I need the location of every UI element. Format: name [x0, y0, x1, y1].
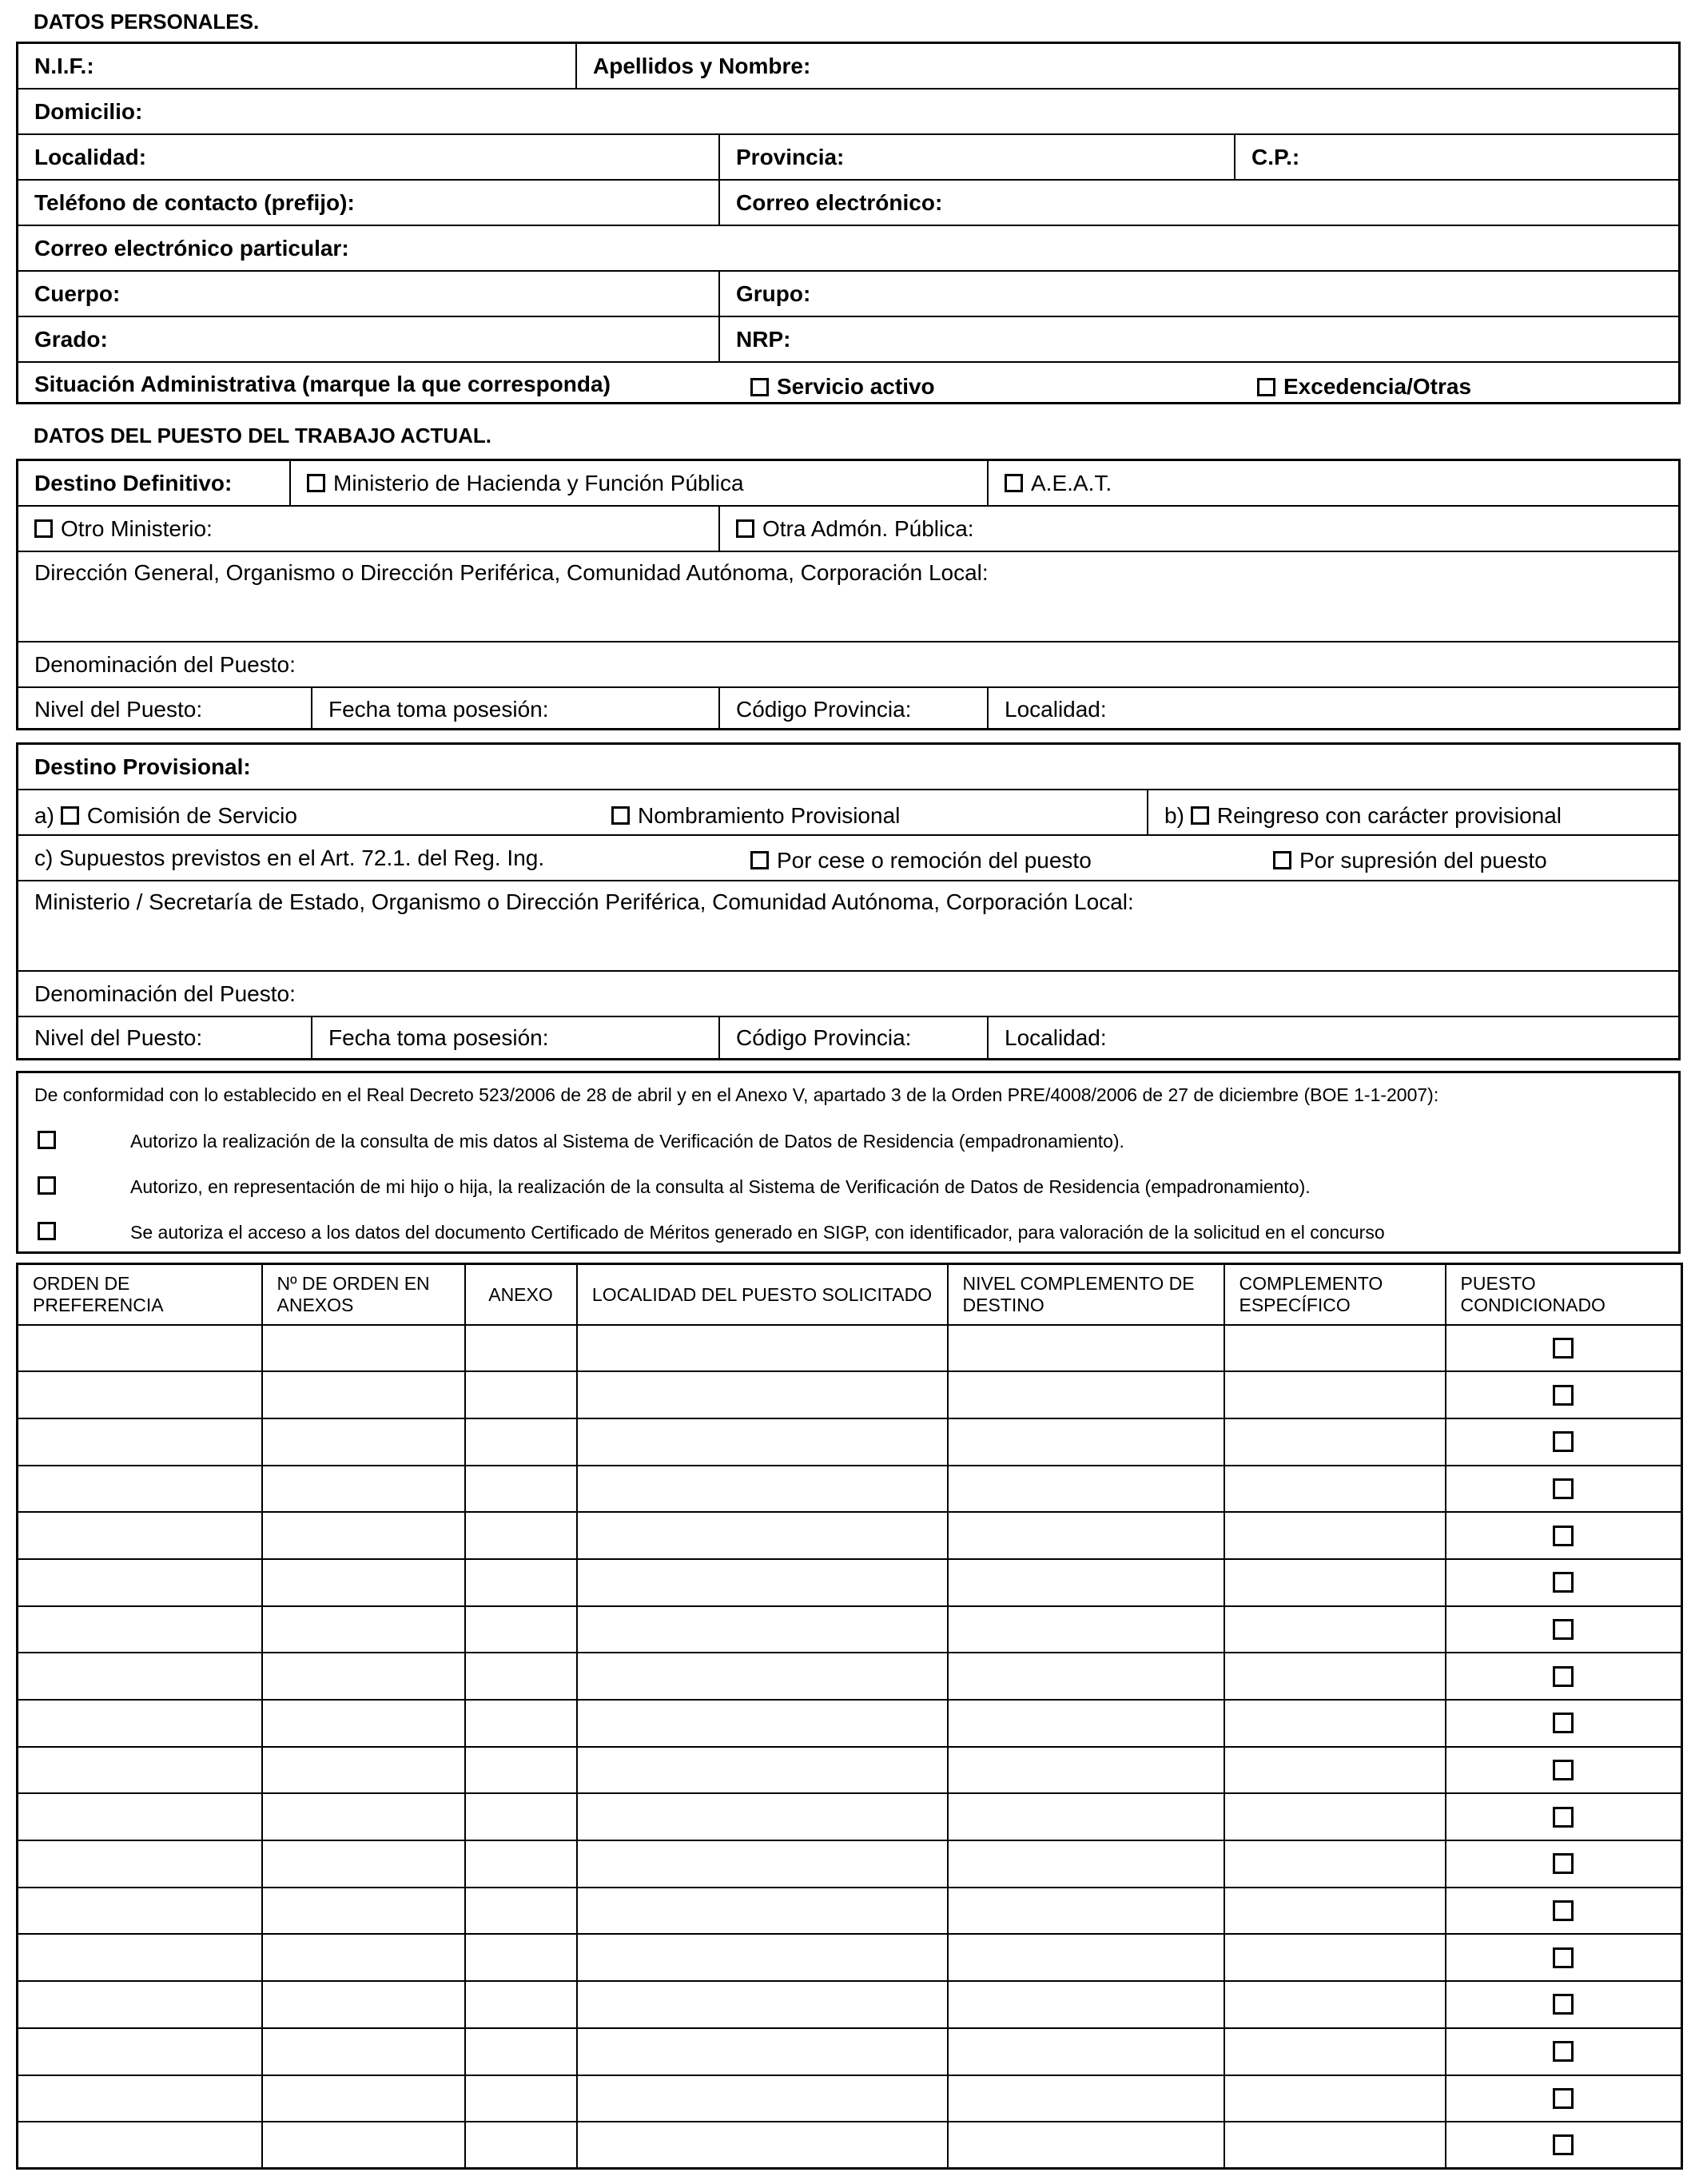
table-row	[18, 1606, 1682, 1653]
orden-preferencia-cell[interactable]	[18, 2122, 262, 2169]
row-ministerio-secretaria	[18, 881, 1678, 972]
nombramiento-label: Nombramiento Provisional	[638, 802, 901, 828]
por-cese-label: Por cese o remoción del puesto	[777, 847, 1092, 873]
puesto-condicionado-checkbox[interactable]	[1553, 1947, 1574, 1968]
nivel-complemento-cell[interactable]	[948, 2075, 1224, 2122]
cp-label: C.P.:	[1251, 144, 1300, 169]
prov-denominacion-field[interactable]	[18, 972, 1678, 1016]
orden-preferencia-cell[interactable]	[18, 1653, 262, 1700]
orden-anexos-cell[interactable]	[262, 1840, 465, 1888]
row-direccion-general	[18, 552, 1678, 642]
aeat-label: A.E.A.T.	[1031, 470, 1112, 495]
orden-preferencia-cell[interactable]	[18, 1606, 262, 1653]
row-prov-denominacion	[18, 972, 1678, 1017]
complemento-especifico-cell[interactable]	[1224, 1653, 1446, 1700]
localidad-puesto-cell[interactable]	[577, 1466, 948, 1513]
row-correo-particular	[18, 226, 1678, 272]
destino-provisional-box	[16, 742, 1681, 1060]
destino-definitivo-box	[16, 459, 1681, 730]
orden-anexos-cell[interactable]	[262, 1747, 465, 1794]
nivel-complemento-cell[interactable]	[948, 1747, 1224, 1794]
localidad-puesto-cell[interactable]	[577, 1700, 948, 1747]
complemento-especifico-cell[interactable]	[1224, 1559, 1446, 1606]
complemento-especifico-cell[interactable]	[1224, 1888, 1446, 1935]
prov-localidad-label: Localidad:	[1005, 1024, 1107, 1050]
anexo-cell[interactable]	[465, 1606, 577, 1653]
anexo-cell[interactable]	[465, 1747, 577, 1794]
header-localidad-puesto: LOCALIDAD DEL PUESTO SOLICITADO	[577, 1264, 948, 1325]
nivel-complemento-cell[interactable]	[948, 1981, 1224, 2028]
grupo-field[interactable]	[718, 272, 1678, 316]
localidad-puesto-cell[interactable]	[577, 1934, 948, 1981]
codigo-provincia-label: Código Provincia:	[736, 696, 912, 722]
por-supresion-label: Por supresión del puesto	[1299, 847, 1547, 873]
complemento-especifico-cell[interactable]	[1224, 1418, 1446, 1466]
destino-definitivo-label: Destino Definitivo:	[34, 470, 233, 495]
provincia-label: Provincia:	[736, 144, 845, 169]
complemento-especifico-cell[interactable]	[1224, 1793, 1446, 1840]
row-situacion	[18, 363, 1678, 406]
header-anexo: ANEXO	[465, 1264, 577, 1325]
nombre-label: Apellidos y Nombre:	[593, 53, 811, 78]
table-row	[18, 2122, 1682, 2169]
nrp-label: NRP:	[736, 326, 791, 352]
puesto-condicionado-cell	[1446, 1512, 1682, 1559]
puesto-condicionado-cell	[1446, 1559, 1682, 1606]
correo-particular-label: Correo electrónico particular:	[34, 235, 349, 261]
row-nif	[18, 44, 1678, 90]
localidad-puesto-cell[interactable]	[577, 1325, 948, 1372]
orden-anexos-cell[interactable]	[262, 1981, 465, 2028]
preference-table-header	[18, 1264, 1682, 1325]
orden-preferencia-cell[interactable]	[18, 1981, 262, 2028]
personal-section-title: DATOS PERSONALES.	[34, 10, 260, 34]
puesto-condicionado-checkbox[interactable]	[1553, 1760, 1574, 1780]
orden-anexos-cell[interactable]	[262, 1700, 465, 1747]
consent-item-residencia[interactable]	[18, 1124, 1678, 1156]
anexo-cell[interactable]	[465, 1559, 577, 1606]
header-complemento-especifico: COMPLEMENTO ESPECÍFICO	[1224, 1264, 1446, 1325]
domicilio-label: Domicilio:	[34, 98, 143, 124]
consent-item-meritos[interactable]	[18, 1215, 1678, 1247]
localidad-puesto-cell[interactable]	[577, 1981, 948, 2028]
puesto-section-title: DATOS DEL PUESTO DEL TRABAJO ACTUAL.	[34, 424, 492, 448]
puesto-condicionado-cell	[1446, 1700, 1682, 1747]
table-row	[18, 1559, 1682, 1606]
comision-checkbox[interactable]	[61, 806, 79, 825]
ministerio-hacienda-option[interactable]	[289, 461, 987, 505]
localidad-puesto-cell[interactable]	[577, 2028, 948, 2075]
consent-box	[16, 1071, 1681, 1254]
orden-anexos-cell[interactable]	[262, 1606, 465, 1653]
orden-anexos-cell[interactable]	[262, 1559, 465, 1606]
puesto-condicionado-checkbox[interactable]	[1553, 1572, 1574, 1593]
fecha-posesion-field[interactable]	[311, 688, 718, 730]
consent-meritos-checkbox[interactable]	[38, 1222, 56, 1240]
situacion-label: Situación Administrativa (marque la que corresponda)	[34, 372, 611, 396]
orden-anexos-cell[interactable]	[262, 1793, 465, 1840]
complemento-especifico-cell[interactable]	[1224, 1840, 1446, 1888]
b-prefix: b)	[1164, 802, 1184, 828]
anexo-cell[interactable]	[465, 1888, 577, 1935]
nivel-complemento-cell[interactable]	[948, 1888, 1224, 1935]
table-row	[18, 1888, 1682, 1935]
orden-anexos-cell[interactable]	[262, 2028, 465, 2075]
servicio-activo-option[interactable]	[734, 363, 1230, 406]
puesto-condicionado-checkbox[interactable]	[1553, 2088, 1574, 2109]
puesto-condicionado-checkbox[interactable]	[1553, 1807, 1574, 1828]
nivel-complemento-cell[interactable]	[948, 2122, 1224, 2169]
orden-anexos-cell[interactable]	[262, 1512, 465, 1559]
localidad-puesto-cell[interactable]	[577, 1653, 948, 1700]
nif-label: N.I.F.:	[34, 53, 94, 78]
reingreso-checkbox[interactable]	[1191, 806, 1209, 825]
table-row	[18, 2028, 1682, 2075]
complemento-especifico-cell[interactable]	[1224, 1466, 1446, 1513]
row-provisional-options	[18, 790, 1678, 836]
nivel-complemento-cell[interactable]	[948, 1793, 1224, 1840]
orden-preferencia-cell[interactable]	[18, 1747, 262, 1794]
header-puesto-condicionado: PUESTO CONDICIONADO	[1446, 1264, 1682, 1325]
localidad-puesto-cell[interactable]	[577, 1418, 948, 1466]
correo-field[interactable]	[718, 181, 1678, 225]
consent-meritos-text: Se autoriza el acceso a los datos del documento Certificado de Méritos generado en SIGP, con identificador, para valoración de la solicitud en el concurso	[130, 1222, 1385, 1243]
puesto-condicionado-cell	[1446, 1325, 1682, 1372]
anexo-cell[interactable]	[465, 1981, 577, 2028]
row-cuerpo	[18, 272, 1678, 317]
localidad-field[interactable]	[18, 135, 718, 179]
orden-preferencia-cell[interactable]	[18, 1512, 262, 1559]
table-row	[18, 1653, 1682, 1700]
cp-field[interactable]	[1234, 135, 1678, 179]
table-row	[18, 1466, 1682, 1513]
puesto-condicionado-checkbox[interactable]	[1553, 1431, 1574, 1452]
direccion-general-label: Dirección General, Organismo o Dirección Periférica, Comunidad Autónoma, Corporación Local:	[34, 560, 989, 585]
consent-hijo-text: Autorizo, en representación de mi hijo o hija, la realización de la consulta al Sistema de Verificación de Datos de Residencia (empadronamiento).	[130, 1176, 1311, 1197]
excedencia-label: Excedencia/Otras	[1283, 374, 1472, 399]
complemento-especifico-cell[interactable]	[1224, 1606, 1446, 1653]
table-row	[18, 1418, 1682, 1466]
puesto-condicionado-cell	[1446, 1888, 1682, 1935]
orden-anexos-cell[interactable]	[262, 2122, 465, 2169]
ministerio-hacienda-checkbox[interactable]	[307, 474, 325, 492]
puesto-condicionado-checkbox[interactable]	[1553, 1994, 1574, 2015]
row-telefono	[18, 181, 1678, 226]
anexo-cell[interactable]	[465, 1840, 577, 1888]
header-nivel-complemento: NIVEL COMPLEMENTO DE DESTINO	[948, 1264, 1224, 1325]
prov-nivel-label: Nivel del Puesto:	[34, 1024, 203, 1050]
row-destino-definitivo	[18, 461, 1678, 507]
row-otro-ministerio	[18, 507, 1678, 552]
grupo-label: Grupo:	[736, 280, 811, 306]
por-cese-checkbox[interactable]	[750, 851, 769, 869]
ministerio-hacienda-label: Ministerio de Hacienda y Función Pública	[333, 470, 744, 495]
otra-admon-option[interactable]	[718, 507, 1678, 551]
localidad-puesto-cell[interactable]	[577, 1888, 948, 1935]
prov-nivel-field[interactable]	[18, 1017, 311, 1058]
prov-denominacion-label: Denominación del Puesto:	[34, 981, 296, 1006]
consent-intro: De conformidad con lo establecido en el Real Decreto 523/2006 de 28 de abril y en el Anexo V, apartado 3 de la Orden PRE/4008/2006 de 27 de diciembre (BOE 1-1-2007):	[34, 1084, 1439, 1105]
row-supuestos	[18, 836, 1678, 881]
nivel-complemento-cell[interactable]	[948, 1653, 1224, 1700]
puesto-condicionado-checkbox[interactable]	[1553, 2041, 1574, 2062]
row-denominacion	[18, 642, 1678, 688]
table-row	[18, 2075, 1682, 2122]
reingreso-option[interactable]	[1147, 790, 1678, 834]
table-row	[18, 1700, 1682, 1747]
prov-localidad-field[interactable]	[987, 1017, 1678, 1058]
orden-preferencia-cell[interactable]	[18, 1371, 262, 1418]
puesto-condicionado-cell	[1446, 1840, 1682, 1888]
table-row	[18, 1325, 1682, 1372]
orden-preferencia-cell[interactable]	[18, 2028, 262, 2075]
consent-hijo-checkbox[interactable]	[38, 1176, 56, 1195]
por-cese-option[interactable]	[734, 836, 1246, 880]
grado-field[interactable]	[18, 317, 718, 361]
anexo-cell[interactable]	[465, 1512, 577, 1559]
nivel-complemento-cell[interactable]	[948, 2028, 1224, 2075]
orden-anexos-cell[interactable]	[262, 1653, 465, 1700]
anexo-cell[interactable]	[465, 2122, 577, 2169]
orden-preferencia-cell[interactable]	[18, 1325, 262, 1372]
excedencia-option[interactable]	[1241, 363, 1678, 406]
comision-option[interactable]	[18, 790, 578, 834]
anexo-cell[interactable]	[465, 1793, 577, 1840]
a-prefix: a)	[34, 802, 54, 828]
nivel-label: Nivel del Puesto:	[34, 696, 203, 722]
row-nivel	[18, 688, 1678, 730]
localidad-label: Localidad:	[34, 144, 147, 169]
prov-codigo-provincia-field[interactable]	[718, 1017, 987, 1058]
nombramiento-checkbox[interactable]	[611, 806, 630, 825]
complemento-especifico-cell[interactable]	[1224, 2075, 1446, 2122]
puesto-condicionado-checkbox[interactable]	[1553, 1385, 1574, 1406]
header-orden-preferencia: ORDEN DE PREFERENCIA	[18, 1264, 262, 1325]
puesto-condicionado-cell	[1446, 2028, 1682, 2075]
ministerio-secretaria-field[interactable]	[18, 881, 1678, 970]
anexo-cell[interactable]	[465, 1700, 577, 1747]
complemento-especifico-cell[interactable]	[1224, 1934, 1446, 1981]
nivel-complemento-cell[interactable]	[948, 1371, 1224, 1418]
domicilio-field[interactable]	[18, 90, 1678, 133]
localidad-puesto-cell[interactable]	[577, 1512, 948, 1559]
nivel-complemento-cell[interactable]	[948, 1325, 1224, 1372]
orden-preferencia-cell[interactable]	[18, 1418, 262, 1466]
consent-residencia-text: Autorizo la realización de la consulta de mis datos al Sistema de Verificación de Datos de Residencia (empadronamiento).	[130, 1131, 1124, 1152]
localidad-puesto-label: Localidad:	[1005, 696, 1107, 722]
personal-data-box	[16, 42, 1681, 404]
por-supresion-option[interactable]	[1257, 836, 1678, 880]
nivel-complemento-cell[interactable]	[948, 1418, 1224, 1466]
excedencia-checkbox[interactable]	[1257, 378, 1275, 396]
localidad-puesto-field[interactable]	[987, 688, 1678, 730]
nivel-complemento-cell[interactable]	[948, 1606, 1224, 1653]
nombramiento-option[interactable]	[595, 790, 1147, 834]
provisional-title: Destino Provisional:	[34, 754, 251, 779]
localidad-puesto-cell[interactable]	[577, 1371, 948, 1418]
puesto-condicionado-cell	[1446, 2075, 1682, 2122]
complemento-especifico-cell[interactable]	[1224, 2122, 1446, 2169]
preference-table	[16, 1263, 1683, 2170]
puesto-condicionado-cell	[1446, 1747, 1682, 1794]
orden-anexos-cell[interactable]	[262, 2075, 465, 2122]
correo-label: Correo electrónico:	[736, 189, 943, 215]
nivel-complemento-cell[interactable]	[948, 1466, 1224, 1513]
complemento-especifico-cell[interactable]	[1224, 1325, 1446, 1372]
localidad-puesto-cell[interactable]	[577, 1559, 948, 1606]
otro-ministerio-checkbox[interactable]	[34, 519, 53, 538]
anexo-cell[interactable]	[465, 1466, 577, 1513]
puesto-condicionado-checkbox[interactable]	[1553, 1853, 1574, 1874]
orden-preferencia-cell[interactable]	[18, 1840, 262, 1888]
direccion-general-field[interactable]	[18, 552, 1678, 641]
puesto-condicionado-checkbox[interactable]	[1553, 1666, 1574, 1687]
telefono-label: Teléfono de contacto (prefijo):	[34, 189, 355, 215]
row-provisional-title	[18, 745, 1678, 790]
puesto-condicionado-cell	[1446, 1466, 1682, 1513]
orden-preferencia-cell[interactable]	[18, 1793, 262, 1840]
orden-preferencia-cell[interactable]	[18, 1934, 262, 1981]
preference-table-body	[18, 1325, 1682, 2169]
grado-label: Grado:	[34, 326, 108, 352]
otro-ministerio-label: Otro Ministerio:	[61, 515, 213, 541]
puesto-condicionado-checkbox[interactable]	[1553, 1900, 1574, 1921]
orden-anexos-cell[interactable]	[262, 1325, 465, 1372]
anexo-cell[interactable]	[465, 2028, 577, 2075]
puesto-condicionado-cell	[1446, 1418, 1682, 1466]
otro-ministerio-option[interactable]	[18, 507, 718, 551]
complemento-especifico-cell[interactable]	[1224, 1512, 1446, 1559]
localidad-puesto-cell[interactable]	[577, 1840, 948, 1888]
ministerio-secretaria-label: Ministerio / Secretaría de Estado, Organismo o Dirección Periférica, Comunidad Autónoma, Corporación Local:	[34, 889, 1134, 914]
servicio-activo-label: Servicio activo	[777, 374, 935, 399]
orden-anexos-cell[interactable]	[262, 1888, 465, 1935]
cuerpo-field[interactable]	[18, 272, 718, 316]
complemento-especifico-cell[interactable]	[1224, 2028, 1446, 2075]
localidad-puesto-cell[interactable]	[577, 1606, 948, 1653]
orden-anexos-cell[interactable]	[262, 1466, 465, 1513]
orden-preferencia-cell[interactable]	[18, 1559, 262, 1606]
puesto-condicionado-cell	[1446, 1981, 1682, 2028]
fecha-posesion-label: Fecha toma posesión:	[328, 696, 549, 722]
puesto-condicionado-checkbox[interactable]	[1553, 1526, 1574, 1546]
aeat-checkbox[interactable]	[1005, 474, 1023, 492]
anexo-cell[interactable]	[465, 1325, 577, 1372]
supuestos-label: c) Supuestos previstos en el Art. 72.1. del Reg. Ing.	[34, 845, 545, 870]
puesto-condicionado-checkbox[interactable]	[1553, 1713, 1574, 1733]
puesto-condicionado-cell	[1446, 2122, 1682, 2169]
por-supresion-checkbox[interactable]	[1273, 851, 1291, 869]
localidad-puesto-cell[interactable]	[577, 2122, 948, 2169]
nif-field[interactable]	[18, 44, 575, 88]
nivel-complemento-cell[interactable]	[948, 1512, 1224, 1559]
puesto-condicionado-checkbox[interactable]	[1553, 1619, 1574, 1640]
prov-fecha-posesion-field[interactable]	[311, 1017, 718, 1058]
servicio-activo-checkbox[interactable]	[750, 378, 769, 396]
puesto-condicionado-cell	[1446, 1606, 1682, 1653]
puesto-condicionado-cell	[1446, 1371, 1682, 1418]
localidad-puesto-cell[interactable]	[577, 1793, 948, 1840]
otra-admon-checkbox[interactable]	[736, 519, 754, 538]
anexo-cell[interactable]	[465, 2075, 577, 2122]
aeat-option[interactable]	[987, 461, 1678, 505]
telefono-field[interactable]	[18, 181, 718, 225]
denominacion-label: Denominación del Puesto:	[34, 651, 296, 677]
nrp-field[interactable]	[718, 317, 1678, 361]
table-row	[18, 1840, 1682, 1888]
localidad-puesto-cell[interactable]	[577, 2075, 948, 2122]
localidad-puesto-cell[interactable]	[577, 1747, 948, 1794]
cuerpo-label: Cuerpo:	[34, 280, 121, 306]
nivel-complemento-cell[interactable]	[948, 1840, 1224, 1888]
orden-preferencia-cell[interactable]	[18, 1700, 262, 1747]
orden-preferencia-cell[interactable]	[18, 2075, 262, 2122]
anexo-cell[interactable]	[465, 1653, 577, 1700]
row-grado	[18, 317, 1678, 363]
denominacion-field[interactable]	[18, 642, 1678, 686]
nivel-complemento-cell[interactable]	[948, 1559, 1224, 1606]
otra-admon-label: Otra Admón. Pública:	[762, 515, 974, 541]
complemento-especifico-cell[interactable]	[1224, 1371, 1446, 1418]
nivel-complemento-cell[interactable]	[948, 1934, 1224, 1981]
orden-anexos-cell[interactable]	[262, 1371, 465, 1418]
complemento-especifico-cell[interactable]	[1224, 1747, 1446, 1794]
row-prov-nivel	[18, 1017, 1678, 1058]
puesto-condicionado-cell	[1446, 1934, 1682, 1981]
puesto-condicionado-cell	[1446, 1653, 1682, 1700]
row-domicilio	[18, 90, 1678, 135]
orden-preferencia-cell[interactable]	[18, 1888, 262, 1935]
orden-anexos-cell[interactable]	[262, 1934, 465, 1981]
table-row	[18, 1512, 1682, 1559]
nivel-field[interactable]	[18, 688, 311, 730]
comision-label: Comisión de Servicio	[86, 802, 297, 828]
table-row	[18, 1981, 1682, 2028]
row-localidad	[18, 135, 1678, 181]
consent-item-hijo[interactable]	[18, 1170, 1678, 1202]
provincia-field[interactable]	[718, 135, 1234, 179]
reingreso-label: Reingreso con carácter provisional	[1216, 802, 1562, 828]
orden-preferencia-cell[interactable]	[18, 1466, 262, 1513]
puesto-condicionado-cell	[1446, 1793, 1682, 1840]
header-orden-anexos: Nº DE ORDEN EN ANEXOS	[262, 1264, 465, 1325]
correo-particular-field[interactable]	[18, 226, 1678, 270]
complemento-especifico-cell[interactable]	[1224, 1981, 1446, 2028]
codigo-provincia-field[interactable]	[718, 688, 987, 730]
nombre-field[interactable]	[575, 44, 1678, 88]
table-row	[18, 1793, 1682, 1840]
complemento-especifico-cell[interactable]	[1224, 1700, 1446, 1747]
table-row	[18, 1371, 1682, 1418]
orden-anexos-cell[interactable]	[262, 1418, 465, 1466]
nivel-complemento-cell[interactable]	[948, 1700, 1224, 1747]
anexo-cell[interactable]	[465, 1934, 577, 1981]
puesto-condicionado-checkbox[interactable]	[1553, 1478, 1574, 1499]
consent-residencia-checkbox[interactable]	[38, 1131, 56, 1149]
prov-fecha-posesion-label: Fecha toma posesión:	[328, 1024, 549, 1050]
anexo-cell[interactable]	[465, 1418, 577, 1466]
table-row	[18, 1934, 1682, 1981]
puesto-condicionado-checkbox[interactable]	[1553, 2134, 1574, 2155]
puesto-condicionado-checkbox[interactable]	[1553, 1338, 1574, 1359]
anexo-cell[interactable]	[465, 1371, 577, 1418]
prov-codigo-provincia-label: Código Provincia:	[736, 1024, 912, 1050]
table-row	[18, 1747, 1682, 1794]
